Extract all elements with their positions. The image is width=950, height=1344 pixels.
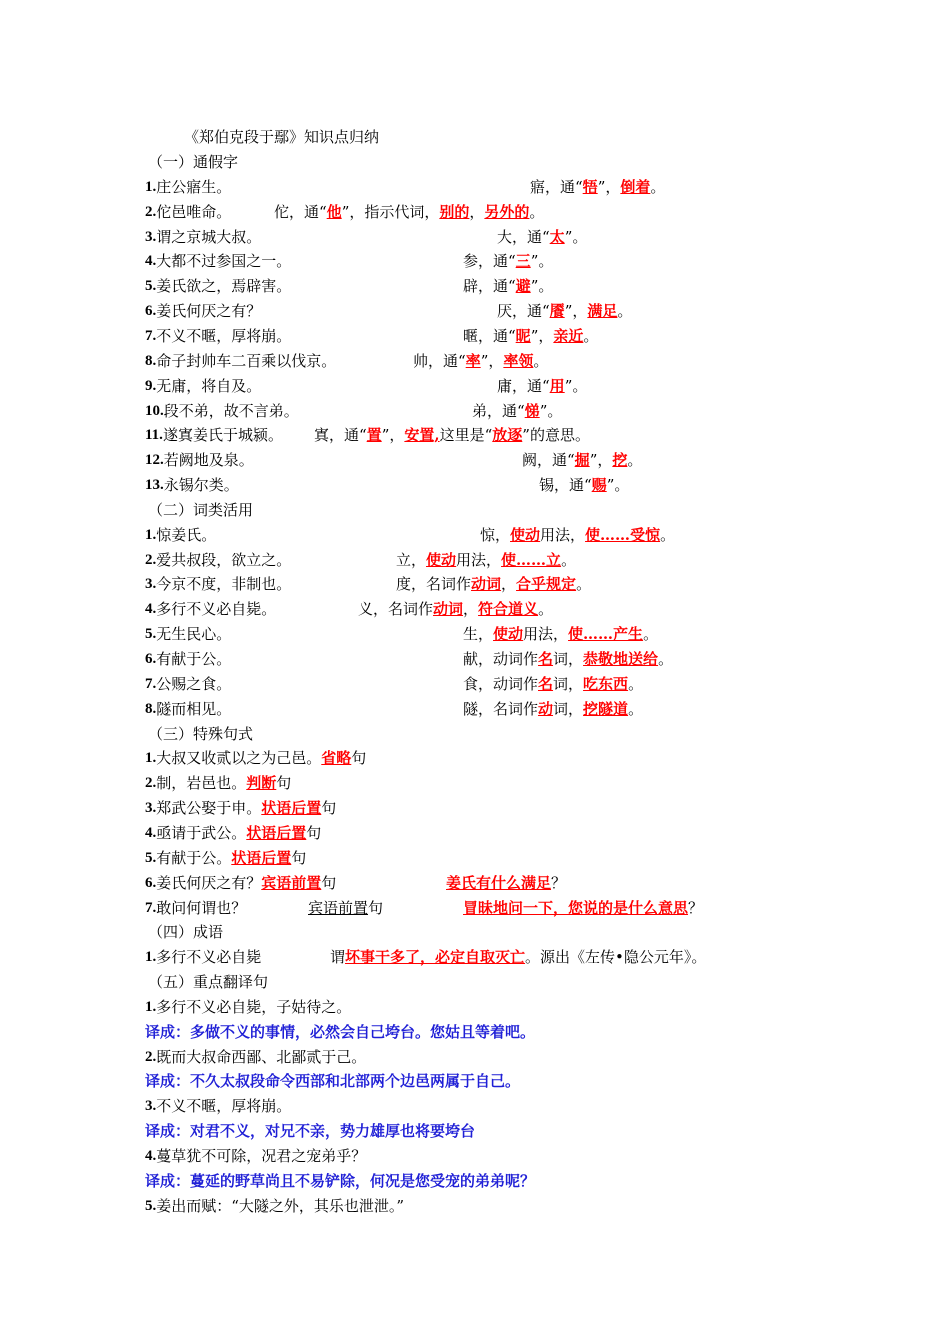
note-text: ”。 — [530, 277, 554, 296]
note-text: 句 — [321, 799, 337, 818]
section-heading-text: （三）特殊句式 — [148, 724, 254, 743]
highlight-text: 太 — [549, 227, 565, 246]
item-number: 4. — [145, 1148, 157, 1164]
note-text: ？ — [688, 898, 704, 917]
list-item — [0, 177, 950, 197]
item-note — [463, 251, 553, 271]
list-item — [0, 276, 950, 296]
list-item — [0, 1096, 950, 1116]
note-text: 用法， — [456, 550, 502, 569]
note-text: 寤，通“ — [530, 177, 583, 196]
item-text: 多行不义必自毙，子姑待之。 — [156, 997, 352, 1016]
highlight-text: 动 — [538, 699, 554, 718]
section-heading — [0, 972, 950, 992]
highlight-text: 昵 — [515, 326, 531, 345]
item-number: 8. — [145, 352, 157, 369]
item-text: 姜氏何厌之有？ — [156, 873, 262, 892]
highlight-text: 名 — [538, 650, 554, 668]
translation-text: 多做不义的事情，必然会自己垮台。您姑且等着吧。 — [190, 1022, 536, 1041]
highlight-text: 恭敬地送给 — [583, 650, 659, 668]
highlight-text: 挖隧道 — [583, 699, 629, 718]
section-heading-text: （二）词类活用 — [148, 500, 254, 519]
highlight-text: 状语后置 — [261, 799, 322, 818]
list-item — [0, 848, 950, 868]
translation-text: 对君不义，对兄不亲，势力雄厚也将要垮台 — [190, 1122, 476, 1141]
item-text: 有献于公。 — [156, 848, 232, 867]
note-text: 佗，通“ — [274, 202, 327, 221]
highlight-text: 安置, — [404, 426, 440, 445]
item-note — [274, 202, 544, 222]
item-number: 2. — [145, 1048, 157, 1065]
item-tail — [246, 773, 291, 793]
list-item — [0, 798, 950, 818]
list-item — [0, 450, 950, 470]
highlight-text: 别的 — [439, 202, 470, 221]
item-number: 9. — [145, 377, 157, 394]
note-text: 。 — [643, 625, 659, 644]
item-text: 命子封帅车二百乘以伐京。 — [156, 351, 337, 370]
item-number: 4. — [145, 253, 157, 270]
item-note — [463, 674, 643, 694]
item-number: 6. — [145, 651, 157, 667]
item-number: 1. — [145, 998, 157, 1015]
note-text: 献，动词作 — [463, 650, 539, 668]
note-text: 句 — [291, 848, 307, 867]
item-number: 6. — [145, 303, 157, 320]
highlight-text: 悌 — [524, 401, 540, 420]
item-number: 1. — [145, 949, 157, 966]
translation-text: 不久太叔段命令西部和北部两个边邑两属于自己。 — [190, 1072, 521, 1091]
highlight-text: 三 — [515, 252, 531, 271]
note-text: ”。 — [606, 476, 630, 495]
item-number: 4. — [145, 601, 157, 618]
list-item — [0, 898, 950, 918]
item-number: 2. — [145, 203, 157, 220]
item-note — [463, 699, 643, 719]
note-text: 寘，通“ — [314, 426, 367, 445]
section-heading — [0, 152, 950, 172]
item-tail — [231, 848, 306, 868]
translation-label: 译成： — [145, 1022, 191, 1041]
item-text: 敢问何谓也？ — [156, 898, 247, 917]
note-text: 食，动词作 — [463, 674, 539, 693]
item-text: 姜出而赋：“大隧之外，其乐也泄泄。” — [156, 1196, 405, 1215]
highlight-text: 姜氏有什么满足 — [446, 873, 552, 892]
list-item — [0, 599, 950, 619]
highlight-text: 亲近 — [553, 326, 584, 345]
item-tail — [321, 748, 366, 768]
item-note — [522, 450, 642, 470]
note-text: 大，通“ — [497, 227, 550, 246]
item-note — [396, 574, 591, 594]
note-text: 谓 — [330, 948, 346, 967]
item-text: 惊姜氏。 — [156, 525, 217, 544]
note-text: 帅，通“ — [413, 351, 466, 370]
item-text: 不义不暱，厚将崩。 — [156, 326, 292, 345]
list-item — [0, 202, 950, 222]
translation-line — [0, 1022, 950, 1042]
item-number: 1. — [145, 178, 157, 195]
item-note — [497, 301, 632, 321]
item-number: 3. — [145, 800, 157, 817]
item-number: 1. — [145, 750, 157, 767]
item-tail — [261, 873, 336, 893]
item-number: 11. — [145, 427, 163, 444]
highlight-text: 另外的 — [484, 202, 530, 221]
item-tail — [261, 798, 336, 818]
item-text: 制，岩邑也。 — [156, 774, 247, 793]
item-note — [463, 649, 673, 669]
note-text: ”， — [480, 351, 504, 370]
highlight-text: 满足 — [587, 302, 618, 321]
highlight-text: 符合道义 — [478, 600, 539, 619]
item-note — [463, 276, 553, 296]
list-item — [0, 425, 950, 445]
item-number: 8. — [145, 700, 157, 717]
item-text: 遂寘姜氏于城颍。 — [162, 426, 283, 445]
note-text: 词， — [553, 674, 584, 693]
note-text: ”， — [597, 177, 621, 196]
note-text: 隧，名词作 — [463, 699, 539, 718]
note-text: ”。 — [530, 252, 554, 271]
item-text: 爱共叔段，欲立之。 — [156, 550, 292, 569]
note-text: 义，名词作 — [358, 600, 434, 619]
item-note — [330, 947, 706, 967]
note-text: ”。 — [564, 227, 588, 246]
note-text: 锡，通“ — [539, 476, 592, 495]
section-heading — [0, 922, 950, 942]
list-item — [0, 251, 950, 271]
highlight-text: 赐 — [591, 476, 607, 495]
highlight-text: 坏事干多了，必定自取灭亡 — [345, 948, 526, 967]
item-text: 多行不义必自毙。 — [156, 600, 277, 619]
item-number: 2. — [145, 775, 157, 792]
highlight-text: 冒昧地问一下，您说的是什么意思 — [463, 898, 689, 917]
item-tail — [246, 823, 321, 843]
note-text: 词， — [553, 699, 584, 718]
note-text: 阙，通“ — [522, 451, 575, 470]
item-note — [539, 475, 629, 495]
list-item — [0, 301, 950, 321]
note-text: 用法， — [540, 525, 586, 544]
highlight-text: 动词 — [471, 575, 502, 594]
note-text: 句 — [321, 873, 337, 892]
item-note — [396, 550, 576, 570]
item-note — [463, 624, 658, 644]
item-text: 若阙地及泉。 — [163, 451, 254, 470]
section-heading-text: （一）通假字 — [148, 153, 239, 171]
note-text: ， — [469, 202, 485, 221]
translation-line — [0, 1121, 950, 1141]
highlight-text: 置 — [366, 426, 382, 445]
item-text: 永锡尔类。 — [163, 476, 239, 495]
item-tail — [308, 898, 383, 918]
item-text: 佗邑唯命。 — [156, 202, 232, 221]
item-number: 5. — [145, 626, 157, 643]
item-number: 5. — [145, 849, 157, 866]
item-text: 无庸，将自及。 — [156, 376, 262, 395]
list-item — [0, 823, 950, 843]
note-text: 。 — [628, 699, 644, 718]
list-item — [0, 401, 950, 421]
item-note — [530, 177, 665, 197]
note-text: 弟，通“ — [472, 401, 525, 420]
note-text: 辟，通“ — [463, 277, 516, 296]
list-item — [0, 1146, 950, 1166]
item-text: 不义不暱，厚将崩。 — [156, 1097, 292, 1116]
highlight-text: 他 — [326, 202, 342, 221]
item-number: 3. — [145, 576, 157, 593]
note-text: ”， — [381, 426, 405, 445]
item-number: 1. — [145, 526, 157, 543]
item-note — [358, 599, 553, 619]
highlight-text: 动词 — [433, 600, 464, 619]
highlight-text: 判断 — [246, 774, 277, 793]
title-text: 《郑伯克段于鄢》知识点归纳 — [184, 128, 380, 146]
highlight-text: 使动 — [510, 525, 541, 544]
list-item — [0, 351, 950, 371]
note-text: ， — [463, 600, 479, 619]
item-note — [463, 898, 703, 918]
list-item — [0, 947, 950, 967]
item-text: 段不弟，故不言弟。 — [163, 401, 299, 420]
item-number: 5. — [145, 1197, 157, 1214]
section-heading-text: （四）成语 — [148, 923, 224, 942]
note-text: 。 — [576, 575, 592, 594]
item-number: 7. — [145, 899, 157, 916]
note-text: 句 — [351, 749, 367, 768]
note-text: 句 — [276, 774, 292, 793]
highlight-text: 挖 — [612, 451, 628, 470]
item-number: 3. — [145, 228, 157, 245]
list-item — [0, 1196, 950, 1216]
note-text: ”， — [530, 326, 554, 345]
highlight-text: 率 — [465, 351, 481, 370]
item-number: 5. — [145, 278, 157, 295]
highlight-text: 名 — [538, 674, 554, 693]
item-note — [472, 401, 562, 421]
list-item — [0, 525, 950, 545]
list-item — [0, 326, 950, 346]
list-item — [0, 649, 950, 669]
note-text: 句 — [306, 823, 322, 842]
note-text: 用法， — [523, 625, 569, 644]
note-text: 词， — [553, 650, 584, 668]
list-item — [0, 773, 950, 793]
highlight-text: 掘 — [574, 451, 590, 470]
item-text: 大都不过参国之一。 — [156, 252, 292, 271]
highlight-text: 状语后置 — [231, 848, 292, 867]
note-text: 。 — [538, 600, 554, 619]
note-text: 惊， — [480, 525, 511, 544]
highlight-text: 宾语前置 — [261, 873, 322, 892]
item-number: 2. — [145, 551, 157, 568]
item-note — [497, 227, 587, 247]
note-text: 。 — [617, 302, 633, 321]
highlight-text: 使动 — [426, 550, 457, 569]
highlight-text: 合乎规定 — [516, 575, 577, 594]
highlight-text: 率领 — [503, 351, 534, 370]
item-text: 姜氏欲之，焉辟害。 — [156, 277, 292, 296]
item-text: 姜氏何厌之有？ — [156, 302, 262, 321]
item-note — [314, 425, 590, 445]
item-number: 6. — [145, 874, 157, 891]
item-number: 7. — [145, 327, 157, 344]
note-text: 。 — [583, 326, 599, 345]
note-text: ， — [501, 575, 517, 594]
list-item — [0, 1047, 950, 1067]
item-number: 4. — [145, 824, 157, 841]
highlight-text: 状语后置 — [246, 823, 307, 842]
item-text: 隧而相见。 — [156, 699, 232, 718]
note-text: ”， — [589, 451, 613, 470]
item-text: 有献于公。 — [156, 650, 232, 668]
highlight-text: 使……受惊 — [585, 525, 661, 544]
item-note — [497, 376, 587, 396]
section-heading — [0, 724, 950, 744]
note-text: ”，指示代词， — [341, 202, 440, 221]
note-text: 。 — [627, 451, 643, 470]
list-item — [0, 997, 950, 1017]
item-text: 今京不度，非制也。 — [156, 575, 292, 594]
list-item — [0, 475, 950, 495]
translation-label: 译成： — [145, 1171, 191, 1190]
list-item — [0, 699, 950, 719]
note-text: 度，名词作 — [396, 575, 472, 594]
item-number: 7. — [145, 675, 157, 692]
note-text: 参，通“ — [463, 252, 516, 271]
note-text: 。 — [533, 351, 549, 370]
translation-label: 译成： — [145, 1122, 191, 1141]
list-item — [0, 624, 950, 644]
item-number: 13. — [145, 477, 164, 494]
translation-line — [0, 1171, 950, 1191]
item-text: 多行不义必自毙 — [156, 948, 262, 967]
note-text: ”。 — [564, 376, 588, 395]
item-text: 大叔又收贰以之为己邑。 — [156, 749, 322, 768]
highlight-text: 吃东西 — [583, 674, 629, 693]
item-text: 蔓草犹不可除，况君之宠弟乎？ — [156, 1147, 367, 1165]
list-item — [0, 574, 950, 594]
note-text: ”， — [564, 302, 588, 321]
list-item — [0, 376, 950, 396]
item-number: 10. — [145, 402, 164, 419]
note-text: ”。 — [539, 401, 563, 420]
note-text: 。 — [529, 202, 545, 221]
item-number: 3. — [145, 1098, 157, 1115]
highlight-text: 避 — [515, 277, 531, 296]
item-note — [413, 351, 548, 371]
highlight-text: 牾 — [582, 177, 598, 196]
item-note — [446, 873, 566, 893]
note-text: 暱，通“ — [463, 326, 516, 345]
item-text: 庄公寤生。 — [156, 177, 232, 196]
list-item — [0, 227, 950, 247]
section-heading — [0, 500, 950, 520]
note-text: 。源出《左传•隐公元年》。 — [525, 948, 707, 967]
item-text: 无生民心。 — [156, 625, 232, 644]
note-text: 这里是“ — [439, 426, 493, 445]
note-text: 。 — [628, 674, 644, 693]
list-item — [0, 748, 950, 768]
item-text: 公赐之食。 — [156, 674, 232, 693]
item-note — [463, 326, 598, 346]
highlight-text: 使动 — [493, 625, 524, 644]
item-text: 既而大叔命西鄙、北鄙贰于己。 — [156, 1047, 367, 1066]
highlight-text: 餍 — [549, 302, 565, 321]
note-text: 。 — [650, 177, 666, 196]
highlight-text: 省略 — [321, 749, 352, 768]
translation-line — [0, 1071, 950, 1091]
list-item — [0, 674, 950, 694]
item-text: 谓之京城大叔。 — [156, 227, 262, 246]
item-number: 12. — [145, 452, 164, 469]
translation-label: 译成： — [145, 1072, 191, 1091]
highlight-text: 用 — [549, 376, 565, 395]
note-text: 生， — [463, 625, 494, 644]
note-text: 宾语前置 — [308, 898, 369, 917]
note-text: 句 — [368, 898, 384, 917]
item-note — [480, 525, 675, 545]
highlight-text: 放逐 — [492, 426, 523, 445]
note-text: 。 — [658, 650, 674, 668]
highlight-text: 使……产生 — [568, 625, 644, 644]
note-text: ”的意思。 — [522, 426, 590, 445]
note-text: 厌，通“ — [497, 302, 550, 321]
note-text: ？ — [551, 873, 567, 892]
item-text: 亟请于武公。 — [156, 823, 247, 842]
note-text: 。 — [561, 550, 577, 569]
note-text: 。 — [660, 525, 676, 544]
note-text: 庸，通“ — [497, 376, 550, 395]
highlight-text: 倒着 — [620, 177, 651, 196]
translation-text: 蔓延的野草尚且不易铲除，何况是您受宠的弟弟呢？ — [190, 1171, 536, 1190]
highlight-text: 使……立 — [501, 550, 562, 569]
list-item — [0, 550, 950, 570]
section-heading-text: （五）重点翻译句 — [148, 973, 269, 992]
item-text: 郑武公娶于申。 — [156, 799, 262, 818]
note-text: 立， — [396, 550, 427, 569]
list-item — [0, 873, 950, 893]
document-title — [184, 127, 379, 147]
